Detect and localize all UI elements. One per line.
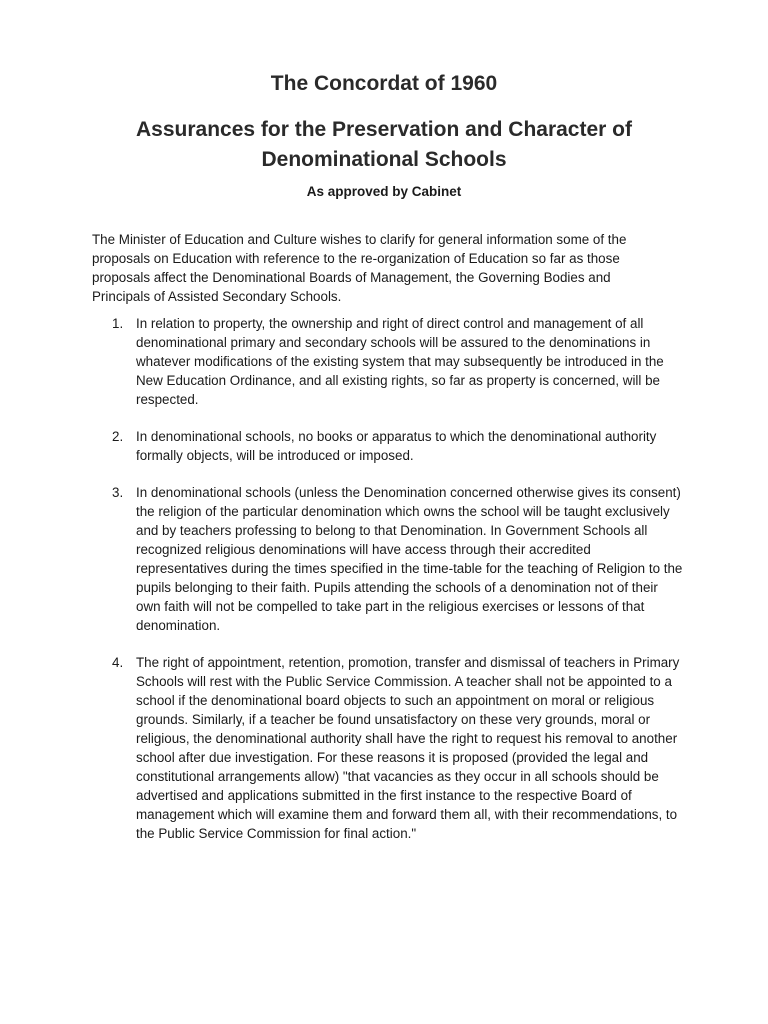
clause-item [92, 314, 684, 409]
clause-text: The right of appointment, retention, promotion, transfer and dismissal of teachers in Primary Schools will rest with the Public Service Commission. A teacher shall not be appointed to a school if the denominational board objects to such an appointment on moral or religious grounds. Similarly, if a teacher be found unsatisfactory on these very grounds, moral or religious, the denominational authority shall have the right to request his removal to another school after due investigation. For these reasons it is proposed (provided the legal and constitutional arrangements allow) "that vacancies as they occur in all schools should be advertised and applications submitted in the first instance to the respective Board of management which will examine them and forward them all, with their recommendations, to the Public Service Commission for final action." [136, 655, 680, 841]
clause-text: In denominational schools (unless the Denomination concerned otherwise gives its consent) the religion of the particular denomination which owns the school will be taught exclusively and by teachers professing to belong to that Denomination. In Government Schools all recognized religious denominations will have access through their accredited representatives during the times specified in the time-table for the teaching of Religion to the pupils belonging to their faith. Pupils attending the schools of a denomination not of their own faith will not be compelled to take part in the religious exercises or lessons of that denomination. [136, 485, 683, 633]
document-title: The Concordat of 1960 [270, 72, 498, 95]
clause-number: 4. [112, 655, 124, 670]
clause-item [92, 483, 684, 635]
clause-number: 1. [112, 316, 124, 331]
clause-number: 3. [112, 485, 124, 500]
clause-text: In relation to property, the ownership and right of direct control and management of all denominational primary and secondary schools will be assured to the denominations in whatever modifications of the existing system that may subsequently be introduced in the New Education Ordinance, and all existing rights, so far as property is concerned, will be respected. [136, 316, 664, 407]
clause-number: 2. [112, 429, 124, 444]
clause-text: In denominational schools, no books or apparatus to which the denominational authority formally objects, will be introduced or imposed. [136, 429, 657, 463]
approval-note: As approved by Cabinet [306, 184, 462, 199]
document-subtitle: Assurances for the Preservation and Character of Denominational Schools [135, 118, 632, 171]
intro-paragraph: The Minister of Education and Culture wishes to clarify for general information some of the proposals on Education with reference to the re-organization of Education so far as those proposals affect the Denominational Boards of Management, the Governing Bodies and Principals of Assisted Secondary Schools. [92, 232, 627, 304]
clause-item [92, 653, 684, 843]
clause-item [92, 427, 684, 465]
clause-list [92, 314, 684, 861]
